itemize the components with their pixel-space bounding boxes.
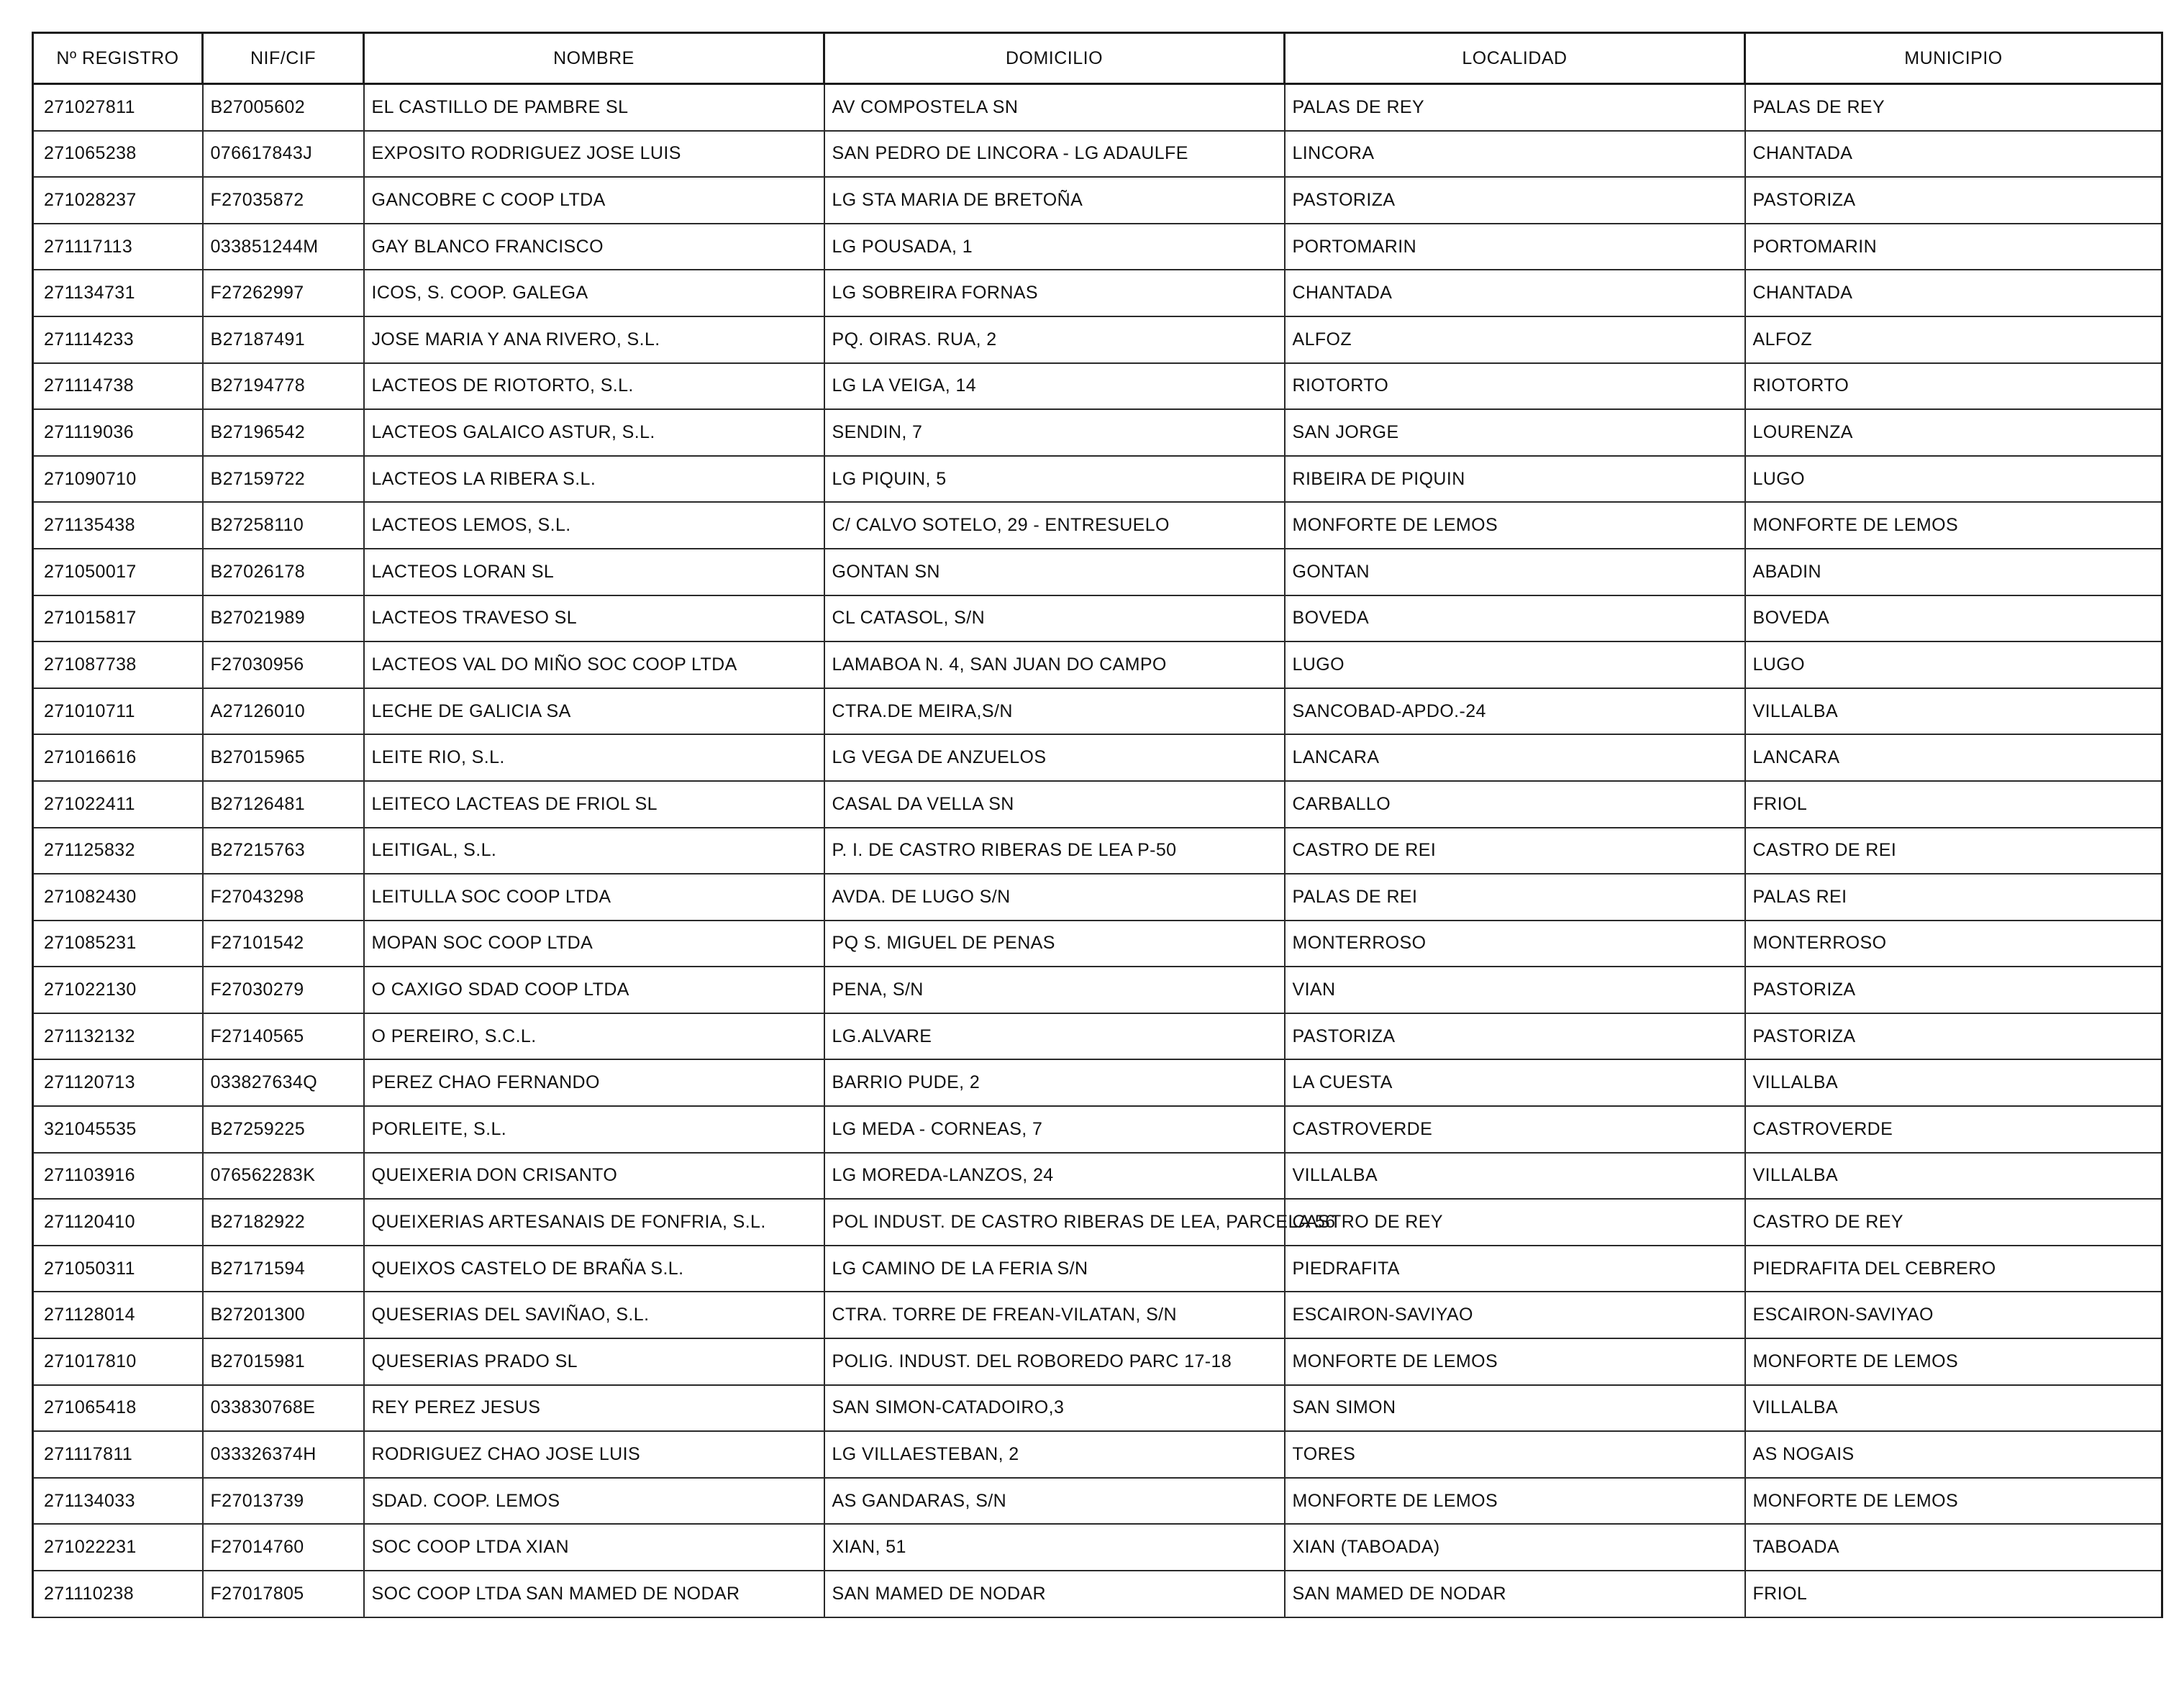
table-row [33,1478,2162,1525]
cell-nif: F27262997 [203,270,364,316]
cell-municipio: VILLALBA [1745,688,2162,735]
cell-nif: B27015965 [203,734,364,781]
cell-nombre: LEITE RIO, S.L. [364,734,824,781]
cell-localidad: MONFORTE DE LEMOS [1285,502,1745,549]
cell-nombre: MOPAN SOC COOP LTDA [364,921,824,967]
cell-municipio: PALAS REI [1745,874,2162,921]
cell-registro: 271022130 [33,967,203,1013]
cell-nombre: QUEIXOS CASTELO DE BRAÑA S.L. [364,1246,824,1292]
cell-localidad: MONFORTE DE LEMOS [1285,1478,1745,1525]
table-row [33,363,2162,410]
cell-nombre: QUEIXERIAS ARTESANAIS DE FONFRIA, S.L. [364,1199,824,1246]
cell-municipio: LUGO [1745,456,2162,503]
table-row [33,84,2162,131]
cell-registro: 271017810 [33,1338,203,1385]
cell-nombre: O PEREIRO, S.C.L. [364,1013,824,1060]
table-row [33,270,2162,316]
cell-municipio: MONFORTE DE LEMOS [1745,1338,2162,1385]
cell-registro: 271135438 [33,502,203,549]
table-row [33,1292,2162,1338]
header-row [33,33,2162,84]
cell-municipio: CASTRO DE REY [1745,1199,2162,1246]
cell-nif: B27201300 [203,1292,364,1338]
cell-domicilio: LG MOREDA-LANZOS, 24 [824,1153,1285,1200]
cell-registro: 271114233 [33,316,203,363]
cell-municipio: TABOADA [1745,1524,2162,1571]
cell-nombre: QUESERIAS DEL SAVIÑAO, S.L. [364,1292,824,1338]
cell-domicilio: SAN SIMON-CATADOIRO,3 [824,1385,1285,1432]
cell-localidad: ALFOZ [1285,316,1745,363]
cell-localidad: CASTRO DE REY [1285,1199,1745,1246]
cell-municipio: ALFOZ [1745,316,2162,363]
table-row [33,1059,2162,1106]
cell-nif: B27021989 [203,595,364,642]
header-registro: Nº REGISTRO [33,33,203,84]
cell-municipio: ABADIN [1745,549,2162,595]
cell-nombre: LACTEOS VAL DO MIÑO SOC COOP LTDA [364,641,824,688]
cell-nombre: QUEIXERIA DON CRISANTO [364,1153,824,1200]
cell-localidad: PALAS DE REY [1285,84,1745,131]
cell-domicilio: CTRA.DE MEIRA,S/N [824,688,1285,735]
cell-nombre: LEITULLA SOC COOP LTDA [364,874,824,921]
cell-localidad: MONTERROSO [1285,921,1745,967]
cell-municipio: PIEDRAFITA DEL CEBRERO [1745,1246,2162,1292]
cell-localidad: LINCORA [1285,131,1745,178]
cell-nif: B27187491 [203,316,364,363]
cell-domicilio: XIAN, 51 [824,1524,1285,1571]
cell-registro: 271114738 [33,363,203,410]
cell-nif: B27182922 [203,1199,364,1246]
cell-domicilio: CL CATASOL, S/N [824,595,1285,642]
cell-domicilio: SAN PEDRO DE LINCORA - LG ADAULFE [824,131,1285,178]
cell-domicilio: LAMABOA N. 4, SAN JUAN DO CAMPO [824,641,1285,688]
header-domicilio: DOMICILIO [824,33,1285,84]
table-row [33,595,2162,642]
cell-localidad: LA CUESTA [1285,1059,1745,1106]
cell-localidad: LANCARA [1285,734,1745,781]
table-row [33,409,2162,456]
cell-municipio: PASTORIZA [1745,967,2162,1013]
cell-nif: B27259225 [203,1106,364,1153]
cell-nif: 033830768E [203,1385,364,1432]
cell-registro: 271087738 [33,641,203,688]
cell-nif: B27005602 [203,84,364,131]
cell-localidad: CASTRO DE REI [1285,828,1745,874]
table-header [33,33,2162,84]
cell-registro: 271120410 [33,1199,203,1246]
table-row [33,316,2162,363]
cell-localidad: BOVEDA [1285,595,1745,642]
cell-nombre: SOC COOP LTDA SAN MAMED DE NODAR [364,1571,824,1617]
table-row [33,1153,2162,1200]
cell-municipio: FRIOL [1745,1571,2162,1617]
table-row [33,734,2162,781]
cell-municipio: CASTROVERDE [1745,1106,2162,1153]
cell-domicilio: BARRIO PUDE, 2 [824,1059,1285,1106]
table-row [33,921,2162,967]
cell-nif: B27196542 [203,409,364,456]
cell-municipio: CHANTADA [1745,131,2162,178]
cell-localidad: TORES [1285,1431,1745,1478]
table-row [33,1431,2162,1478]
table-row [33,641,2162,688]
table-row [33,1385,2162,1432]
cell-registro: 271120713 [33,1059,203,1106]
cell-nif: F27014760 [203,1524,364,1571]
table-row [33,456,2162,503]
cell-nif: F27013739 [203,1478,364,1525]
cell-nif: B27159722 [203,456,364,503]
cell-nombre: LEITIGAL, S.L. [364,828,824,874]
cell-municipio: VILLALBA [1745,1385,2162,1432]
cell-domicilio: GONTAN SN [824,549,1285,595]
cell-registro: 271085231 [33,921,203,967]
cell-nombre: PEREZ CHAO FERNANDO [364,1059,824,1106]
cell-domicilio: LG SOBREIRA FORNAS [824,270,1285,316]
table-row [33,828,2162,874]
cell-nombre: LEITECO LACTEAS DE FRIOL SL [364,781,824,828]
cell-registro: 271065418 [33,1385,203,1432]
cell-localidad: SAN MAMED DE NODAR [1285,1571,1745,1617]
cell-registro: 271015817 [33,595,203,642]
cell-nif: B27126481 [203,781,364,828]
cell-nombre: LACTEOS GALAICO ASTUR, S.L. [364,409,824,456]
cell-localidad: RIBEIRA DE PIQUIN [1285,456,1745,503]
cell-nif: B27026178 [203,549,364,595]
cell-registro: 271103916 [33,1153,203,1200]
table-row [33,502,2162,549]
cell-nif: F27035872 [203,177,364,224]
cell-municipio: MONTERROSO [1745,921,2162,967]
cell-registro: 271117811 [33,1431,203,1478]
cell-localidad: PORTOMARIN [1285,224,1745,270]
cell-localidad: MONFORTE DE LEMOS [1285,1338,1745,1385]
cell-localidad: CASTROVERDE [1285,1106,1745,1153]
cell-registro: 271010711 [33,688,203,735]
cell-nombre: PORLEITE, S.L. [364,1106,824,1153]
table-row [33,1246,2162,1292]
cell-municipio: AS NOGAIS [1745,1431,2162,1478]
table-row [33,781,2162,828]
table-row [33,1199,2162,1246]
cell-nombre: RODRIGUEZ CHAO JOSE LUIS [364,1431,824,1478]
cell-nombre: QUESERIAS PRADO SL [364,1338,824,1385]
cell-registro: 271128014 [33,1292,203,1338]
cell-registro: 271134033 [33,1478,203,1525]
cell-municipio: CASTRO DE REI [1745,828,2162,874]
cell-nif: F27030279 [203,967,364,1013]
cell-nombre: REY PEREZ JESUS [364,1385,824,1432]
cell-nombre: LACTEOS LEMOS, S.L. [364,502,824,549]
cell-nif: B27258110 [203,502,364,549]
cell-municipio: PASTORIZA [1745,1013,2162,1060]
cell-nif: 076617843J [203,131,364,178]
header-localidad: LOCALIDAD [1285,33,1745,84]
cell-registro: 271065238 [33,131,203,178]
cell-domicilio: POLIG. INDUST. DEL ROBOREDO PARC 17-18 [824,1338,1285,1385]
cell-domicilio: LG STA MARIA DE BRETOÑA [824,177,1285,224]
cell-domicilio: SENDIN, 7 [824,409,1285,456]
cell-domicilio: AVDA. DE LUGO S/N [824,874,1285,921]
cell-nif: 033326374H [203,1431,364,1478]
cell-nombre: LACTEOS DE RIOTORTO, S.L. [364,363,824,410]
table-row [33,549,2162,595]
cell-nif: F27043298 [203,874,364,921]
cell-registro: 271090710 [33,456,203,503]
table-row [33,1338,2162,1385]
cell-localidad: CHANTADA [1285,270,1745,316]
cell-municipio: RIOTORTO [1745,363,2162,410]
cell-nif: F27017805 [203,1571,364,1617]
cell-registro: 271027811 [33,84,203,131]
table-row [33,1571,2162,1617]
cell-localidad: VILLALBA [1285,1153,1745,1200]
cell-nif: 033827634Q [203,1059,364,1106]
cell-nombre: SOC COOP LTDA XIAN [364,1524,824,1571]
cell-nombre: LACTEOS TRAVESO SL [364,595,824,642]
cell-localidad: ESCAIRON-SAVIYAO [1285,1292,1745,1338]
header-municipio: MUNICIPIO [1745,33,2162,84]
cell-localidad: PALAS DE REI [1285,874,1745,921]
cell-municipio: ESCAIRON-SAVIYAO [1745,1292,2162,1338]
cell-localidad: XIAN (TABOADA) [1285,1524,1745,1571]
cell-domicilio: LG PIQUIN, 5 [824,456,1285,503]
cell-registro: 271110238 [33,1571,203,1617]
cell-domicilio: LG VEGA DE ANZUELOS [824,734,1285,781]
cell-registro: 271022411 [33,781,203,828]
table-row [33,177,2162,224]
header-nombre: NOMBRE [364,33,824,84]
header-nif: NIF/CIF [203,33,364,84]
cell-domicilio: AV COMPOSTELA SN [824,84,1285,131]
cell-domicilio: SAN MAMED DE NODAR [824,1571,1285,1617]
cell-domicilio: LG.ALVARE [824,1013,1285,1060]
cell-nif: B27171594 [203,1246,364,1292]
table-row [33,1106,2162,1153]
cell-registro: 271050311 [33,1246,203,1292]
cell-domicilio: LG MEDA - CORNEAS, 7 [824,1106,1285,1153]
cell-domicilio: LG VILLAESTEBAN, 2 [824,1431,1285,1478]
cell-nif: A27126010 [203,688,364,735]
cell-domicilio: POL INDUST. DE CASTRO RIBERAS DE LEA, PARCELA 56 [824,1199,1285,1246]
cell-localidad: LUGO [1285,641,1745,688]
cell-nombre: JOSE MARIA Y ANA RIVERO, S.L. [364,316,824,363]
cell-municipio: VILLALBA [1745,1059,2162,1106]
registry-sheet [32,32,2161,1618]
cell-municipio: LUGO [1745,641,2162,688]
cell-registro: 271022231 [33,1524,203,1571]
cell-localidad: GONTAN [1285,549,1745,595]
cell-nombre: LACTEOS LA RIBERA S.L. [364,456,824,503]
cell-localidad: VIAN [1285,967,1745,1013]
cell-domicilio: PQ. OIRAS. RUA, 2 [824,316,1285,363]
table-row [33,967,2162,1013]
cell-registro: 271134731 [33,270,203,316]
cell-localidad: SAN JORGE [1285,409,1745,456]
cell-municipio: BOVEDA [1745,595,2162,642]
cell-nombre: LECHE DE GALICIA SA [364,688,824,735]
cell-nif: B27194778 [203,363,364,410]
table-row [33,1013,2162,1060]
cell-localidad: CARBALLO [1285,781,1745,828]
cell-domicilio: LG LA VEIGA, 14 [824,363,1285,410]
cell-domicilio: C/ CALVO SOTELO, 29 - ENTRESUELO [824,502,1285,549]
cell-municipio: LANCARA [1745,734,2162,781]
cell-domicilio: AS GANDARAS, S/N [824,1478,1285,1525]
cell-municipio: VILLALBA [1745,1153,2162,1200]
cell-domicilio: LG CAMINO DE LA FERIA S/N [824,1246,1285,1292]
table-row [33,874,2162,921]
cell-registro: 271125832 [33,828,203,874]
cell-registro: 271050017 [33,549,203,595]
cell-nombre: EL CASTILLO DE PAMBRE SL [364,84,824,131]
cell-nif: F27140565 [203,1013,364,1060]
cell-registro: 321045535 [33,1106,203,1153]
cell-nombre: LACTEOS LORAN SL [364,549,824,595]
cell-nombre: GAY BLANCO FRANCISCO [364,224,824,270]
cell-municipio: FRIOL [1745,781,2162,828]
cell-registro: 271082430 [33,874,203,921]
cell-nif: F27101542 [203,921,364,967]
cell-nombre: GANCOBRE C COOP LTDA [364,177,824,224]
table-row [33,131,2162,178]
cell-domicilio: CASAL DA VELLA SN [824,781,1285,828]
table-row [33,688,2162,735]
cell-localidad: SAN SIMON [1285,1385,1745,1432]
cell-localidad: PIEDRAFITA [1285,1246,1745,1292]
cell-nombre: ICOS, S. COOP. GALEGA [364,270,824,316]
table-body [33,84,2162,1617]
cell-municipio: LOURENZA [1745,409,2162,456]
cell-domicilio: PENA, S/N [824,967,1285,1013]
cell-registro: 271117113 [33,224,203,270]
cell-domicilio: CTRA. TORRE DE FREAN-VILATAN, S/N [824,1292,1285,1338]
table-row [33,1524,2162,1571]
cell-nombre: SDAD. COOP. LEMOS [364,1478,824,1525]
cell-nombre: EXPOSITO RODRIGUEZ JOSE LUIS [364,131,824,178]
cell-nombre: O CAXIGO SDAD COOP LTDA [364,967,824,1013]
cell-registro: 271119036 [33,409,203,456]
cell-municipio: PALAS DE REY [1745,84,2162,131]
cell-nif: B27015981 [203,1338,364,1385]
cell-municipio: MONFORTE DE LEMOS [1745,1478,2162,1525]
cell-domicilio: LG POUSADA, 1 [824,224,1285,270]
cell-domicilio: P. I. DE CASTRO RIBERAS DE LEA P-50 [824,828,1285,874]
cell-municipio: PASTORIZA [1745,177,2162,224]
cell-localidad: RIOTORTO [1285,363,1745,410]
cell-nif: 033851244M [203,224,364,270]
cell-nif: F27030956 [203,641,364,688]
registry-table [32,32,2163,1618]
cell-localidad: PASTORIZA [1285,177,1745,224]
cell-domicilio: PQ S. MIGUEL DE PENAS [824,921,1285,967]
cell-localidad: PASTORIZA [1285,1013,1745,1060]
cell-registro: 271132132 [33,1013,203,1060]
cell-registro: 271028237 [33,177,203,224]
cell-municipio: MONFORTE DE LEMOS [1745,502,2162,549]
cell-localidad: SANCOBAD-APDO.-24 [1285,688,1745,735]
cell-municipio: CHANTADA [1745,270,2162,316]
cell-municipio: PORTOMARIN [1745,224,2162,270]
cell-nif: 076562283K [203,1153,364,1200]
cell-nif: B27215763 [203,828,364,874]
cell-registro: 271016616 [33,734,203,781]
table-row [33,224,2162,270]
